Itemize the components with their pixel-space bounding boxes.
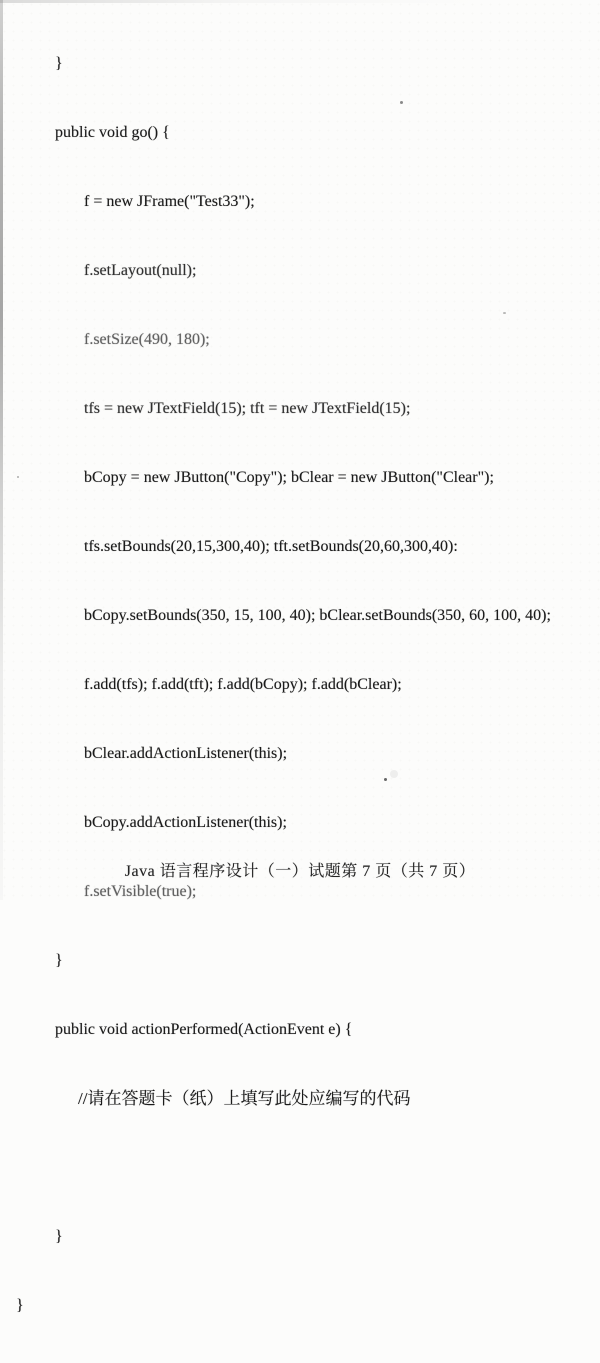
code-line: f.setLayout(null); — [84, 262, 197, 279]
code-line: bCopy.setBounds(350, 15, 100, 40); bClear.setBounds(350, 60, 100, 40); — [84, 607, 551, 624]
code-line: public void go() { — [55, 124, 170, 141]
code-line: f.setSize(490, 180); — [84, 331, 210, 348]
code-line: bCopy = new JButton("Copy"); bClear = new JButton("Clear"); — [84, 469, 494, 486]
code-line: tfs.setBounds(20,15,300,40); tft.setBounds(20,60,300,40): — [84, 538, 458, 555]
java-code-block — [0, 6, 600, 1363]
scan-speck — [17, 476, 19, 478]
scan-speck — [390, 770, 398, 778]
code-line: tfs = new JTextField(15); tft = new JTextField(15); — [84, 400, 411, 417]
blank-line — [0, 1156, 600, 1179]
code-line: f.add(tfs); f.add(tft); f.add(bCopy); f.add(bClear); — [84, 676, 402, 693]
code-line: } — [55, 1228, 63, 1245]
code-line: } — [55, 55, 63, 72]
code-line: bCopy.addActionListener(this); — [84, 814, 287, 831]
code-line: } — [16, 1297, 24, 1314]
code-line: f.setVisible(true); — [84, 883, 197, 900]
code-comment-line: //请在答题卡（纸）上填写此处应编写的代码 — [78, 1089, 411, 1108]
code-line: f = new JFrame("Test33"); — [84, 193, 255, 210]
scan-speck — [503, 312, 506, 314]
scan-edge-top — [0, 0, 600, 3]
code-line: bClear.addActionListener(this); — [84, 745, 288, 762]
code-line: public void actionPerformed(ActionEvent e) { — [55, 1021, 353, 1038]
page-footer: Java 语言程序设计（一）试题第 7 页（共 7 页） — [124, 863, 476, 880]
code-line: } — [55, 952, 63, 969]
scan-speck — [400, 101, 403, 104]
scan-speck — [384, 778, 387, 781]
